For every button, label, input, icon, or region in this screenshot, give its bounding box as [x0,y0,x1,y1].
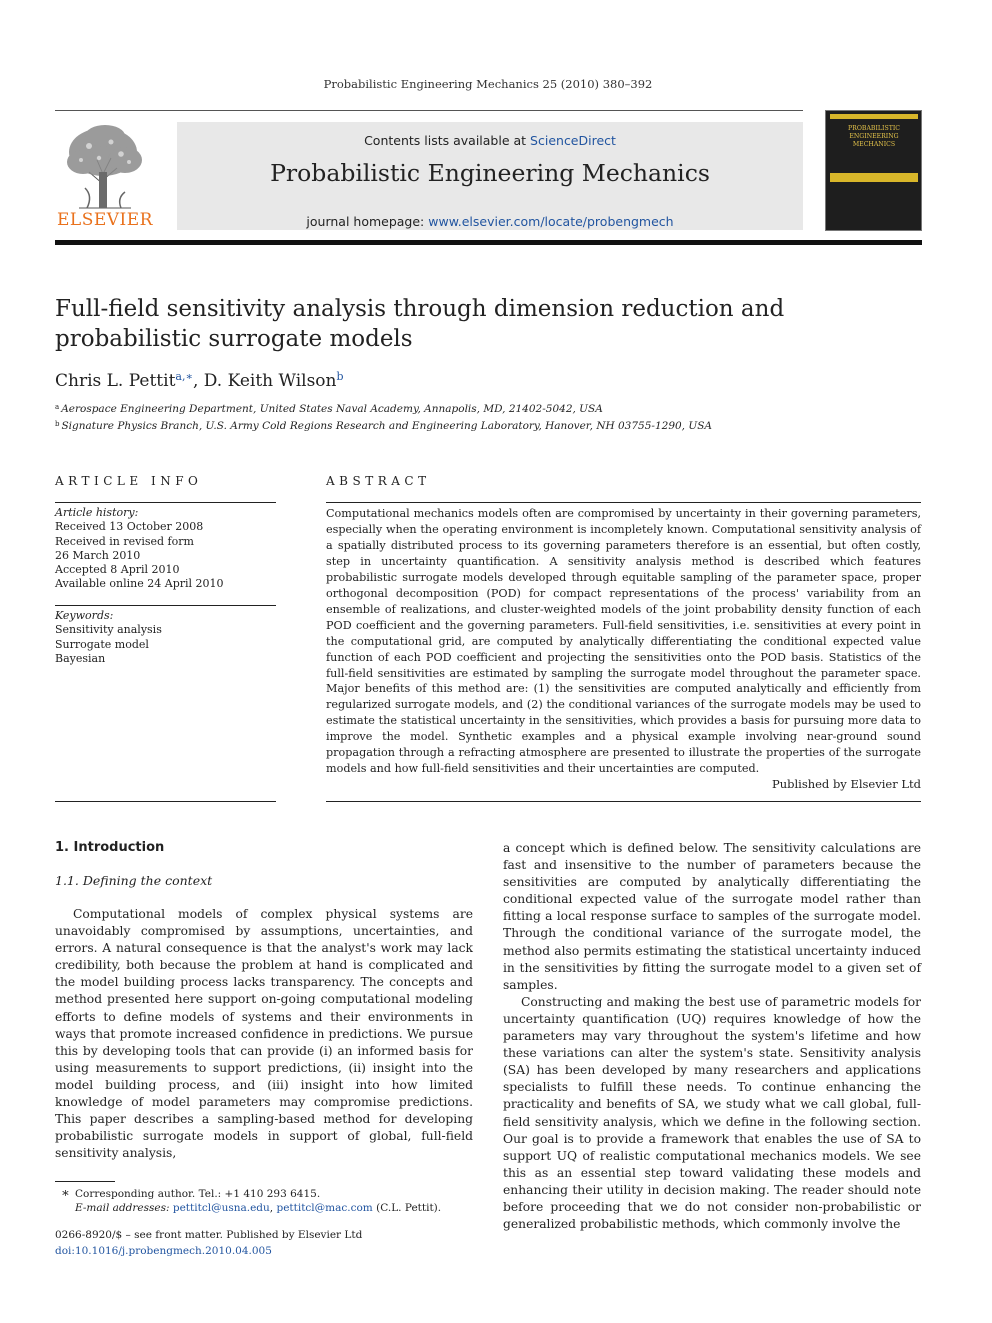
history-item: Accepted 8 April 2010 [55,563,180,577]
email-footnote [55,1202,441,1214]
section-title: 1. Introduction [55,840,165,855]
body-column-left [55,906,473,1162]
history-item: Available online 24 April 2010 [55,577,224,591]
history-item: Received 13 October 2008 [55,520,204,534]
footnote-star: ∗ [61,1186,70,1201]
cover-header-bar [830,114,918,119]
homepage-link[interactable]: www.elsevier.com/locate/probengmech [428,214,674,229]
corresponding-author-footnote [55,1186,320,1201]
copyright-line: 0266-8920/$ – see front matter. Published by Elsevier Ltd [55,1229,363,1241]
masthead-banner [177,122,803,230]
email-link[interactable]: pettitcl@usna.edu [172,1202,270,1214]
subsection-title: 1.1. Defining the context [55,873,213,888]
keywords [55,609,276,666]
author-affiliation-mark[interactable]: b [336,370,344,383]
article-info-bottom-rule [55,801,276,802]
affiliation-a [55,403,603,415]
abstract-rule [326,502,921,503]
author-affiliation-mark[interactable]: a,∗ [175,370,193,383]
keyword-item: Bayesian [55,651,106,665]
author-separator: , [192,371,204,391]
article-info-heading: ARTICLE INFO [55,474,203,488]
masthead-top-rule [55,110,803,111]
keyword-item: Sensitivity analysis [55,623,162,637]
contents-availability [177,133,803,148]
author-name: D. Keith Wilson [203,371,337,391]
body-paragraph: a concept which is defined below. The sensitivity calculations are fast and insensitive to the number of parameters because the sensitivities are computed by analytically differentiating the conditional expected value of the surrogate model rather than fitting a local response surface to samples of the surrogate model. Through the conditional variance of the surrogate model, the method also permits estimating the statistical uncertainty induced in the sensitivities by fitting the surrogate model to a given set of samples. [503,841,921,992]
email-separator: , [269,1202,277,1214]
masthead-bottom-rule [55,240,922,245]
abstract-heading: ABSTRACT [326,474,431,488]
homepage-prefix: journal homepage: [306,214,425,229]
journal-homepage [177,214,803,229]
history-item: Received in revised form [55,534,194,548]
affiliation-text: Aerospace Engineering Department, United States Naval Academy, Annapolis, MD, 21402-5042, USA [61,403,603,415]
article-history [55,506,276,592]
abstract-text: Computational mechanics models often are compromised by uncertainty in their governing parameters, especially when the operating environment is incompletely known. Computational sensitivity analysis of a spatially distributed process to its governing parameters therefore is an essential, but often costly, step in uncertainty quantification. A sensitivity analysis method is described which features probabilistic surrogate models developed through equitable sampling of the parameter space, proper orthogonal decomposition (POD) for compact representations of the process' variability from an ensemble of realizations, and cluster-weighted models of the joint probability density function of each POD coefficient and the governing parameters. Full-field sensitivities, i.e. sensitivities at every point in the computational grid, are computed by analytically differentiating the conditional expected value function of each POD coefficient and projecting the sensitivities onto the POD basis. Statistics of the full-field sensitivities are estimated by sampling the surrogate model throughout the parameter space. Major benefits of this method are: (1) the sensitivities are computed analytically and efficiently from regularized surrogate models, and (2) the conditional variances of the surrogate models may be used to estimate the statistical uncertainty in the sensitivities, which provides a basis for pursuing more data to improve the model. Synthetic examples and a physical example involving near-ground sound propagation through a refracting atmosphere are presented to illustrate the properties of the surrogate models and how full-field sensitivities and their uncertainties are computed. [326,507,921,776]
elsevier-wordmark: ELSEVIER [57,210,153,230]
corresponding-text: Corresponding author. Tel.: +1 410 293 6415. [75,1188,321,1200]
body-paragraph: Constructing and making the best use of parametric models for uncertainty quantification (UQ) requires knowledge of how the parameters may vary throughout the system's lifetime and how these variations can alter the system's state. Sensitivity analysis (SA) has been developed by many researchers and applications specialists to fulfill these needs. To continue enhancing the practicality and benefits of SA, we study what we call global, full-field sensitivity analysis, which we define in the following section. Our goal is to provide a framework that enables the use of SA to support UQ of realistic computational mechanics models. We see this as an essential step toward validating these models and enhancing their utility in decision making. The reader should note before proceeding that we do not consider non-probabilistic or generalized probabilistic methods, which commonly involve the [503,994,921,1232]
cover-band [830,173,918,182]
email-link[interactable]: pettitcl@mac.com [276,1202,373,1214]
author-list [55,370,344,391]
published-by: Published by Elsevier Ltd [771,777,921,791]
keywords-rule [55,605,276,606]
history-label: Article history: [55,506,139,519]
footnote-rule [55,1181,115,1182]
contents-prefix: Contents lists available at [364,133,527,148]
journal-reference: Probabilistic Engineering Mechanics 25 (2010) 380–392 [323,77,653,91]
journal-cover-thumbnail[interactable] [825,110,922,231]
article-info-rule [55,502,276,503]
journal-masthead [55,110,922,232]
affiliation-b [55,420,712,432]
affiliation-text: Signature Physics Branch, U.S. Army Cold Regions Research and Engineering Laboratory, Hanover, NH 03755-1290, USA [61,420,712,432]
keywords-label: Keywords: [55,609,114,622]
history-item: 26 March 2010 [55,548,141,562]
email-suffix: (C.L. Pettit). [372,1202,442,1214]
affiliation-mark: b [55,420,60,428]
sciencedirect-link[interactable]: ScienceDirect [530,133,616,148]
keyword-item: Surrogate model [55,637,149,651]
abstract-bottom-rule [326,801,921,802]
elsevier-tree-icon [59,122,151,210]
author-name: Chris L. Pettit [55,371,176,391]
email-label: E-mail addresses: [75,1202,170,1214]
body-column-right [503,840,921,1233]
journal-title: Probabilistic Engineering Mechanics [270,159,710,187]
article-title: Full-field sensitivity analysis through dimension reduction and probabilistic surrogate models [55,296,785,352]
affiliation-mark: a [55,403,60,411]
elsevier-logo[interactable] [55,122,155,230]
doi-link[interactable]: doi:10.1016/j.probengmech.2010.04.005 [55,1245,272,1257]
body-paragraph: Computational models of complex physical systems are unavoidably compromised by assumptions, uncertainties, and errors. A natural consequence is that the analyst's work may lack credibility, both because the problem at hand is complicated and the model building process lacks transparency. The concepts and method presented here support on-going computational modeling efforts to define models of systems and their environments in ways that promote increased confidence in predictions. We pursue this by developing tools that can provide (i) an informed basis for using measurements to support predictions, (ii) insight into the model building process, and (iii) insight into how limited knowledge of model parameters may compromise predictions. This paper describes a sampling-based method for developing probabilistic surrogate models in support of global, full-field sensitivity analysis, [55,907,473,1161]
cover-title: PROBABILISTIC ENGINEERING MECHANICS [848,125,900,148]
